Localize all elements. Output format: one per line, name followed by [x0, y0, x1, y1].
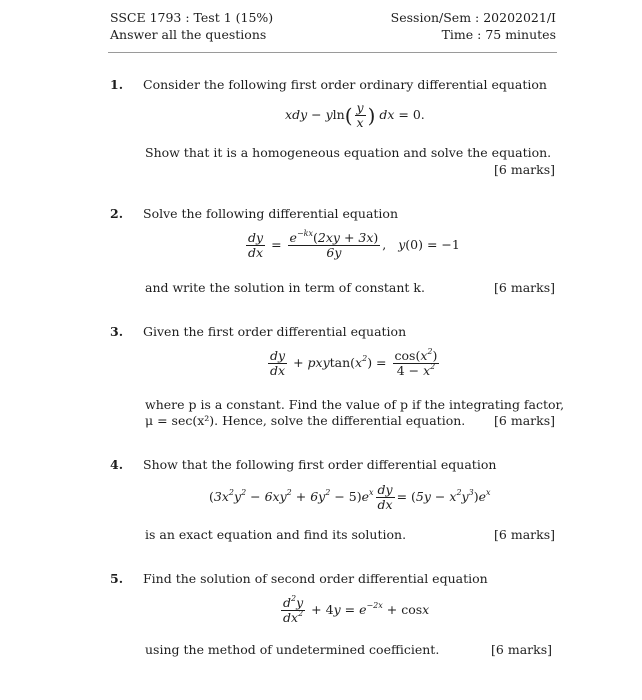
q4-instruction: is an exact equation and find its solution.: [145, 527, 407, 542]
course-title: SSCE 1793 : Test 1 (15%): [110, 10, 274, 25]
q4-equation: $(3x^2y^2 - 6xy^2 + 6y^2 - 5)e^x$ $\frac{dy}{dx}$ = $(5y - x^2y^3)e^x$: [209, 482, 491, 512]
q1-equation: xdy − yln( $\frac{y}{x}$ ) dx = 0.: [285, 100, 425, 130]
q5-text: Find the solution of second order differential equation: [143, 571, 488, 586]
q2-instruction: and write the solution in term of constant k.: [145, 280, 425, 295]
q4-number: 4.: [110, 457, 124, 472]
q2-text: Solve the following differential equation: [143, 206, 399, 221]
q5-marks: [6 marks]: [491, 642, 552, 657]
q2-marks: [6 marks]: [494, 280, 555, 295]
header-divider: [108, 52, 557, 53]
q2-equation: $\frac{dy}{dx}$ = $\frac{e^{-kx}(2xy + 3x)}{6y}$ , y(0) = −1: [248, 229, 460, 260]
time-label: Time : 75 minutes: [441, 27, 556, 42]
q3-number: 3.: [110, 324, 124, 339]
q4-text: Show that the following first order differential equation: [143, 457, 497, 472]
q5-instruction: using the method of undetermined coefficient.: [145, 642, 440, 657]
q5-equation: $\frac{d^2y}{dx^2}$ + $4y = e^{-2x} + \cos x$: [283, 594, 430, 625]
q3-instruction: where p is a constant. Find the value of p if the integrating factor,: [145, 397, 565, 412]
q3-marks: [6 marks]: [494, 413, 555, 428]
q1-number: 1.: [110, 77, 124, 92]
q3-equation: $\frac{dy}{dx}$ + $pxytan(x^2)$ = $\frac{\cos(x^2)}{4 - x^2}$: [270, 347, 438, 378]
q5-number: 5.: [110, 571, 124, 586]
q3-instruction-2: μ = sec(x²). Hence, solve the differential equation.: [145, 413, 466, 428]
q1-text: Consider the following first order ordinary differential equation: [143, 77, 547, 92]
q2-number: 2.: [110, 206, 124, 221]
instruction: Answer all the questions: [110, 27, 267, 42]
q3-text: Given the first order differential equation: [143, 324, 407, 339]
q1-instruction: Show that it is a homogeneous equation and solve the equation.: [145, 145, 552, 160]
session-label: Session/Sem : 20202021/I: [390, 10, 556, 25]
q4-marks: [6 marks]: [494, 527, 555, 542]
q1-marks: [6 marks]: [494, 162, 555, 177]
